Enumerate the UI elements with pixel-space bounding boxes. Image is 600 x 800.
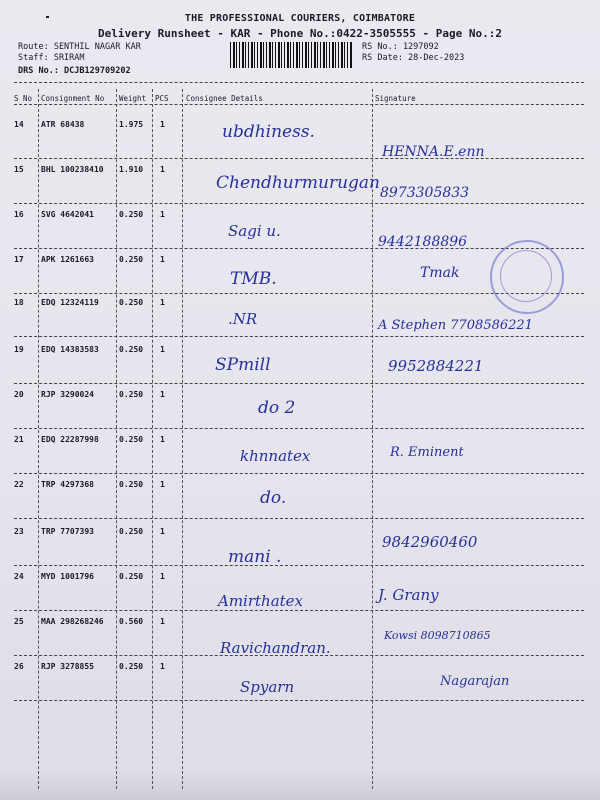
row-pcs: 1 xyxy=(160,345,165,354)
handwritten-consignee: Chendhurmurugan xyxy=(216,173,380,193)
row-consignment: MAA 298268246 xyxy=(41,617,104,626)
handwritten-signature: Tmak xyxy=(420,265,460,281)
row-consignment: ATR 68438 xyxy=(41,120,85,129)
row-pcs: 1 xyxy=(160,435,165,444)
row-weight: 0.250 xyxy=(119,572,144,581)
table-row xyxy=(0,572,600,612)
company-title: THE PROFESSIONAL COURIERS, COIMBATORE xyxy=(184,13,416,24)
row-pcs: 1 xyxy=(160,165,165,174)
row-divider xyxy=(14,203,584,204)
row-divider xyxy=(14,158,584,159)
row-sno: 19 xyxy=(14,345,24,354)
row-sno: 16 xyxy=(14,210,24,219)
row-consignment: EDQ 14383583 xyxy=(41,345,99,354)
row-weight: 0.250 xyxy=(119,255,144,264)
row-divider xyxy=(14,565,584,566)
col-header-sno: S No xyxy=(14,94,33,103)
handwritten-consignee: TMB. xyxy=(230,269,277,289)
handwritten-consignee: do 2 xyxy=(258,398,296,418)
row-sno: 21 xyxy=(14,435,24,444)
row-sno: 20 xyxy=(14,390,24,399)
col-header-consignment: Consignment No xyxy=(41,94,105,103)
row-pcs: 1 xyxy=(160,210,165,219)
table-row xyxy=(0,527,600,567)
row-sno: 17 xyxy=(14,255,24,264)
row-pcs: 1 xyxy=(160,298,165,307)
divider xyxy=(14,104,584,105)
handwritten-signature: Kowsi 8098710865 xyxy=(384,629,491,642)
row-consignment: MYD 1001796 xyxy=(41,572,94,581)
col-header-weight: Weight xyxy=(119,94,147,103)
row-sno: 18 xyxy=(14,298,24,307)
handwritten-signature: A Stephen 7708586221 xyxy=(378,318,533,333)
row-weight: 0.560 xyxy=(119,617,144,626)
col-header-details: Consignee Details xyxy=(186,94,263,103)
table-row xyxy=(0,345,600,385)
row-consignment: RJP 3290024 xyxy=(41,390,94,399)
handwritten-signature: HENNA.E.enn xyxy=(382,144,485,160)
row-sno: 24 xyxy=(14,572,24,581)
handwritten-consignee: .NR xyxy=(228,310,258,328)
table-row xyxy=(0,435,600,475)
row-consignment: TRP 7707393 xyxy=(41,527,94,536)
row-sno: 22 xyxy=(14,480,24,489)
handwritten-signature: 9952884221 xyxy=(388,357,484,375)
table-row xyxy=(0,390,600,430)
rs-number: RS No.: 1297092 xyxy=(362,42,439,52)
row-divider xyxy=(14,248,584,249)
table-row xyxy=(0,120,600,160)
row-consignment: TRP 4297368 xyxy=(41,480,94,489)
row-weight: 0.250 xyxy=(119,298,144,307)
handwritten-signature: R. Eminent xyxy=(390,445,464,460)
row-divider xyxy=(14,473,584,474)
row-weight: 0.250 xyxy=(119,527,144,536)
row-sno: 14 xyxy=(14,120,24,129)
delivery-stamp xyxy=(490,240,564,314)
row-weight: 0.250 xyxy=(119,480,144,489)
table-row xyxy=(0,480,600,520)
handwritten-consignee: khnnatex xyxy=(240,447,311,465)
row-consignment: BHL 100238410 xyxy=(41,165,104,174)
row-divider xyxy=(14,383,584,384)
row-sno: 23 xyxy=(14,527,24,536)
handwritten-signature: 8973305833 xyxy=(380,185,470,201)
row-divider xyxy=(14,336,584,337)
row-divider xyxy=(14,655,584,656)
drs-number: DRS No.: DCJB129709202 xyxy=(18,66,131,76)
row-weight: 0.250 xyxy=(119,390,144,399)
handwritten-consignee: Sagi u. xyxy=(228,222,281,240)
handwritten-signature: J. Grany xyxy=(378,586,439,604)
handwritten-consignee: mani . xyxy=(228,547,282,567)
route-text: Route: SENTHIL NAGAR KAR xyxy=(18,42,141,52)
row-consignment: RJP 3278855 xyxy=(41,662,94,671)
runsheet-subtitle: Delivery Runsheet - KAR - Phone No.:0422-3505555 - Page No.:2 xyxy=(98,27,502,40)
paper-shadow xyxy=(0,770,600,800)
row-consignment: SVG 4642041 xyxy=(41,210,94,219)
row-weight: 0.250 xyxy=(119,435,144,444)
rs-date: RS Date: 28-Dec-2023 xyxy=(362,53,465,63)
row-pcs: 1 xyxy=(160,120,165,129)
row-weight: 0.250 xyxy=(119,210,144,219)
row-divider xyxy=(14,700,584,701)
handwritten-signature: 9842960460 xyxy=(382,533,478,551)
row-divider xyxy=(14,428,584,429)
divider xyxy=(14,82,584,83)
row-weight: 0.250 xyxy=(119,662,144,671)
row-sno: 15 xyxy=(14,165,24,174)
row-weight: 1.910 xyxy=(119,165,144,174)
handwritten-signature: Nagarajan xyxy=(440,674,510,689)
table-row xyxy=(0,617,600,657)
handwritten-signature: 9442188896 xyxy=(378,234,468,250)
row-consignment: EDQ 22287998 xyxy=(41,435,99,444)
handwritten-consignee: SPmill xyxy=(215,355,271,375)
barcode-icon xyxy=(230,42,352,68)
col-header-pcs: PCS xyxy=(155,94,169,103)
row-divider xyxy=(14,610,584,611)
table-row xyxy=(0,165,600,205)
row-weight: 0.250 xyxy=(119,345,144,354)
row-pcs: 1 xyxy=(160,572,165,581)
row-pcs: 1 xyxy=(160,617,165,626)
staff-text: Staff: SRIRAM xyxy=(18,53,85,63)
row-pcs: 1 xyxy=(160,527,165,536)
handwritten-consignee: Spyarn xyxy=(240,678,295,696)
handwritten-consignee: Ravichandran. xyxy=(220,639,331,657)
row-sno: 26 xyxy=(14,662,24,671)
row-pcs: 1 xyxy=(160,390,165,399)
row-divider xyxy=(14,518,584,519)
col-header-signature: Signature xyxy=(375,94,416,103)
handwritten-consignee: Amirthatex xyxy=(218,592,304,610)
row-pcs: 1 xyxy=(160,480,165,489)
row-pcs: 1 xyxy=(160,255,165,264)
row-consignment: EDQ 12324119 xyxy=(41,298,99,307)
handwritten-consignee: ubdhiness. xyxy=(222,122,315,142)
row-weight: 1.975 xyxy=(119,120,144,129)
row-consignment: APK 1261663 xyxy=(41,255,94,264)
row-sno: 25 xyxy=(14,617,24,626)
handwritten-consignee: do. xyxy=(260,488,287,508)
row-pcs: 1 xyxy=(160,662,165,671)
table-row xyxy=(0,662,600,702)
